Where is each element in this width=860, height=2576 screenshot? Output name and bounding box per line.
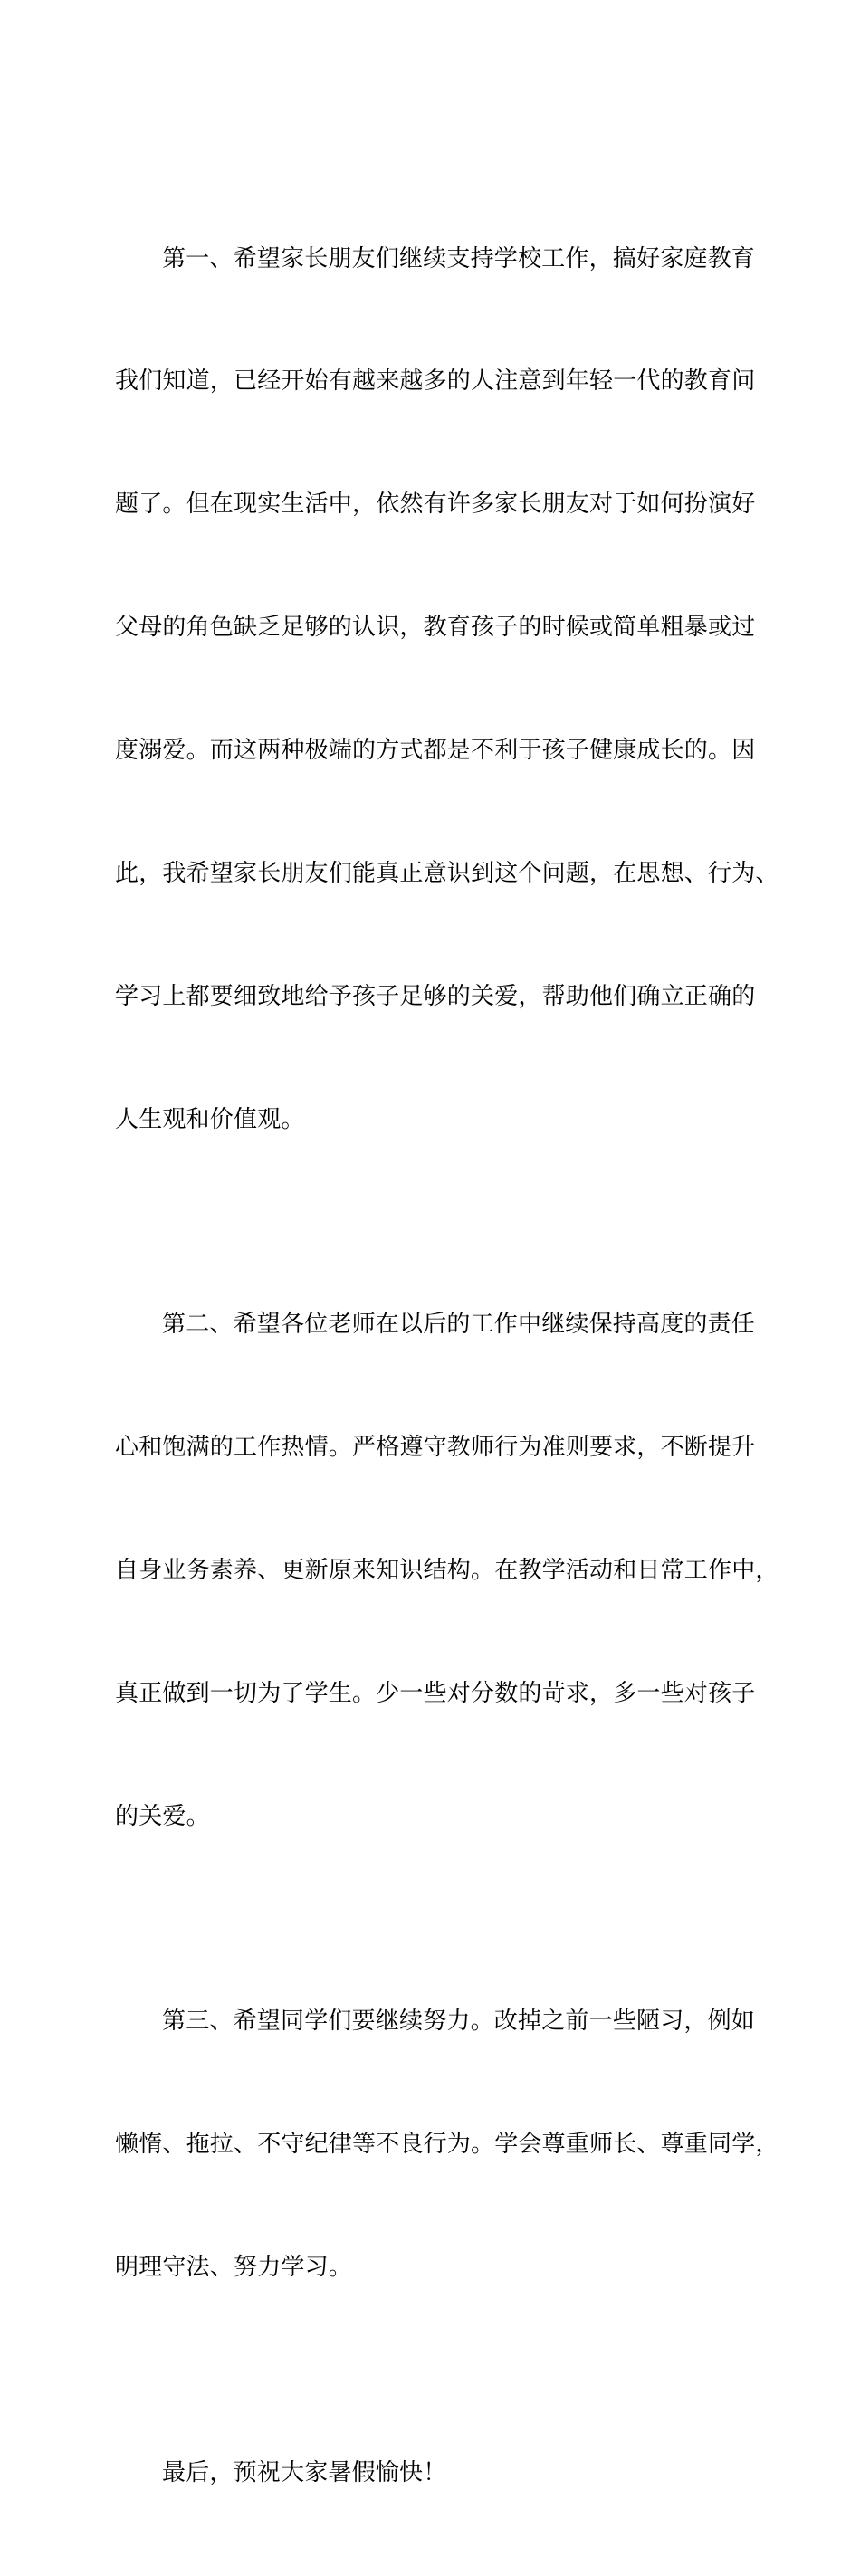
paragraph-closing xyxy=(115,2371,778,2575)
paragraph-students xyxy=(115,1920,778,2371)
paragraph-line: 度溺爱。而这两种极端的方式都是不利于孩子健康成长的。因 xyxy=(115,737,756,765)
paragraph-line: 第三、希望同学们要继续努力。改掉之前一些陋习，例如 xyxy=(162,2008,756,2036)
document-body xyxy=(115,157,778,2576)
paragraph-teachers xyxy=(115,1223,778,1920)
paragraph-line: 我们知道，已经开始有越来越多的人注意到年轻一代的教育问 xyxy=(115,367,756,396)
paragraph-line: 题了。但在现实生活中，依然有许多家长朋友对于如何扮演好 xyxy=(115,491,756,519)
paragraph-line: 学习上都要细致地给予孩子足够的关爱，帮助他们确立正确的 xyxy=(115,982,756,1010)
paragraph-line: 父母的角色缺乏足够的认识，教育孩子的时候或简单粗暴或过 xyxy=(115,614,756,642)
paragraph-line: 懒惰、拖拉、不守纪律等不良行为。学会尊重师长、尊重同学， xyxy=(115,2131,779,2159)
paragraph-line: 此，我希望家长朋友们能真正意识到这个问题，在思想、行为、 xyxy=(115,860,779,888)
paragraph-line: 的关爱。 xyxy=(115,1802,210,1830)
paragraph-line: 人生观和价值观。 xyxy=(115,1105,305,1133)
paragraph-line: 自身业务素养、更新原来知识结构。在教学活动和日常工作中， xyxy=(115,1557,779,1585)
paragraph-parents xyxy=(115,157,778,1223)
paragraph-line: 最后，预祝大家暑假愉快！ xyxy=(162,2458,447,2486)
paragraph-line: 明理守法、努力学习。 xyxy=(115,2254,353,2282)
paragraph-line: 第一、希望家长朋友们继续支持学校工作，搞好家庭教育 xyxy=(162,244,756,272)
paragraph-line: 第二、希望各位老师在以后的工作中继续保持高度的责任 xyxy=(162,1311,756,1339)
paragraph-line: 真正做到一切为了学生。少一些对分数的苛求，多一些对孩子 xyxy=(115,1679,756,1707)
paragraph-line: 心和饱满的工作热情。严格遵守教师行为准则要求，不断提升 xyxy=(115,1434,756,1462)
